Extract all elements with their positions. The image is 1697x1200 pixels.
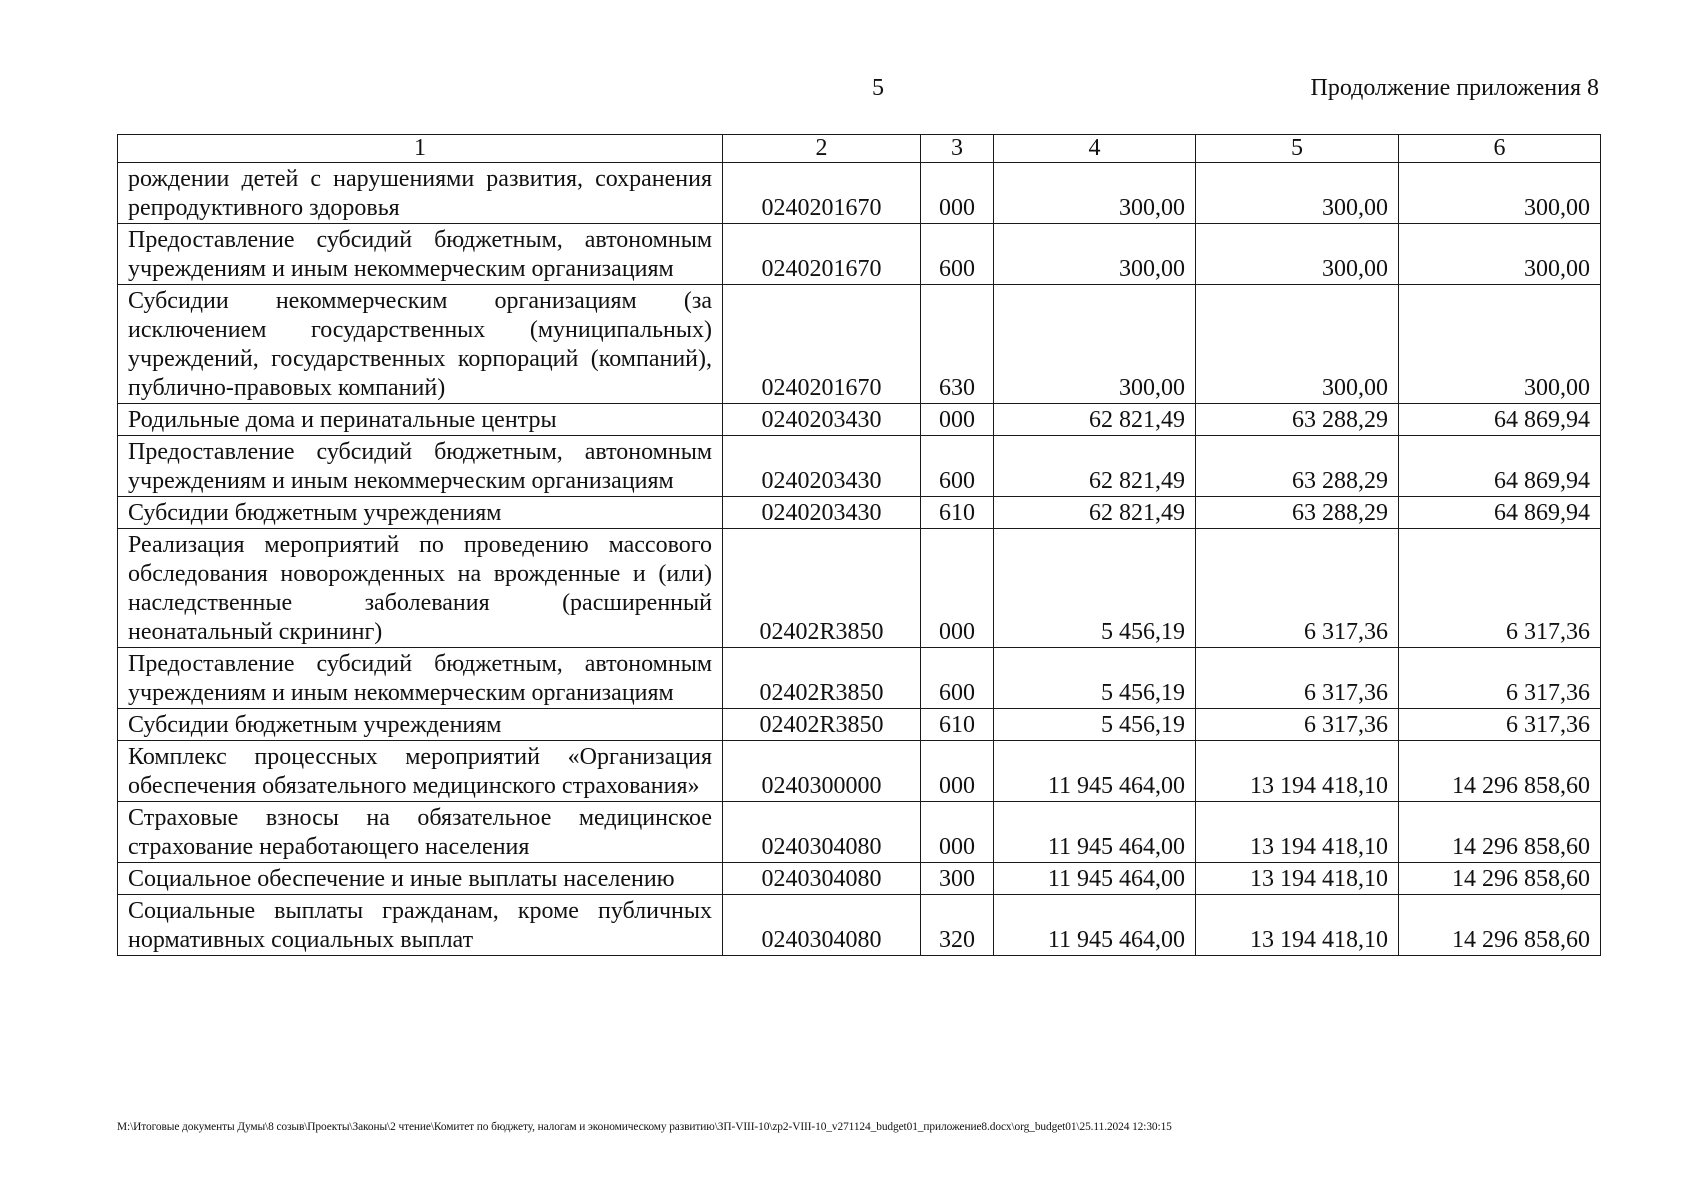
target-article-code-cell: 0240203430 — [723, 436, 921, 497]
target-article-code-cell: 0240201670 — [723, 224, 921, 285]
column-number: 5 — [1196, 135, 1399, 163]
expense-type-code-cell: 320 — [921, 895, 994, 956]
target-article-code-cell: 02402R3850 — [723, 648, 921, 709]
target-article-code-cell: 0240201670 — [723, 163, 921, 224]
expense-type-code-cell: 600 — [921, 436, 994, 497]
amount-year3-cell: 14 296 858,60 — [1399, 895, 1601, 956]
expense-type-code-cell: 610 — [921, 497, 994, 529]
expense-type-code-cell: 000 — [921, 163, 994, 224]
expense-type-code-cell: 300 — [921, 863, 994, 895]
column-number: 1 — [118, 135, 723, 163]
row-name-cell: Родильные дома и перинатальные центры — [118, 404, 723, 436]
amount-year3-cell: 6 317,36 — [1399, 648, 1601, 709]
expense-type-code-cell: 600 — [921, 648, 994, 709]
expense-type-code-cell: 610 — [921, 709, 994, 741]
amount-year1-cell: 300,00 — [994, 224, 1196, 285]
table-row — [118, 648, 1601, 709]
table-row — [118, 224, 1601, 285]
amount-year1-cell: 62 821,49 — [994, 497, 1196, 529]
amount-year3-cell: 64 869,94 — [1399, 404, 1601, 436]
budget-table-body — [118, 135, 1601, 956]
amount-year1-cell: 11 945 464,00 — [994, 802, 1196, 863]
amount-year2-cell: 6 317,36 — [1196, 709, 1399, 741]
target-article-code-cell: 0240300000 — [723, 741, 921, 802]
table-row — [118, 163, 1601, 224]
amount-year1-cell: 5 456,19 — [994, 529, 1196, 648]
amount-year3-cell: 6 317,36 — [1399, 529, 1601, 648]
amount-year2-cell: 13 194 418,10 — [1196, 741, 1399, 802]
amount-year2-cell: 63 288,29 — [1196, 497, 1399, 529]
amount-year1-cell: 11 945 464,00 — [994, 863, 1196, 895]
row-name-cell: Социальные выплаты гражданам, кроме публичных нормативных социальных выплат — [118, 895, 723, 956]
amount-year3-cell: 64 869,94 — [1399, 497, 1601, 529]
column-number: 6 — [1399, 135, 1601, 163]
amount-year2-cell: 13 194 418,10 — [1196, 895, 1399, 956]
row-name-cell: Субсидии бюджетным учреждениям — [118, 497, 723, 529]
expense-type-code-cell: 000 — [921, 802, 994, 863]
amount-year1-cell: 11 945 464,00 — [994, 741, 1196, 802]
continuation-title: Продолжение приложения 8 — [1310, 75, 1599, 101]
target-article-code-cell: 0240304080 — [723, 863, 921, 895]
amount-year1-cell: 300,00 — [994, 163, 1196, 224]
amount-year1-cell: 5 456,19 — [994, 648, 1196, 709]
row-name-cell: Реализация мероприятий по проведению массового обследования новорожденных на врожденные и (или) наследственные заболевания (расширенный неонатальный скрининг) — [118, 529, 723, 648]
page-number: 5 — [872, 75, 884, 101]
amount-year2-cell: 6 317,36 — [1196, 648, 1399, 709]
file-path-footer: M:\Итоговые документы Думы\8 созыв\Проекты\Законы\2 чтение\Комитет по бюджету, налогам и экономическому развитию\ЗП-VIII-10\zp2-VIII-10_v271124_budget01_приложение8.docx\org_budget01\25.11.2024 12:30:15 — [117, 1121, 1172, 1133]
amount-year1-cell: 62 821,49 — [994, 436, 1196, 497]
table-row — [118, 709, 1601, 741]
budget-table — [117, 134, 1601, 956]
expense-type-code-cell: 000 — [921, 529, 994, 648]
table-row — [118, 404, 1601, 436]
table-row — [118, 802, 1601, 863]
amount-year3-cell: 14 296 858,60 — [1399, 863, 1601, 895]
table-row — [118, 529, 1601, 648]
amount-year2-cell: 300,00 — [1196, 224, 1399, 285]
amount-year3-cell: 300,00 — [1399, 285, 1601, 404]
row-name-cell: Субсидии некоммерческим организациям (за исключением государственных (муниципальных) учреждений, государственных корпораций (компаний), публично-правовых компаний) — [118, 285, 723, 404]
row-name-cell: Предоставление субсидий бюджетным, автономным учреждениям и иным некоммерческим организациям — [118, 436, 723, 497]
amount-year2-cell: 63 288,29 — [1196, 436, 1399, 497]
amount-year2-cell: 63 288,29 — [1196, 404, 1399, 436]
target-article-code-cell: 02402R3850 — [723, 709, 921, 741]
table-row — [118, 285, 1601, 404]
expense-type-code-cell: 630 — [921, 285, 994, 404]
amount-year1-cell: 62 821,49 — [994, 404, 1196, 436]
table-row — [118, 497, 1601, 529]
amount-year2-cell: 300,00 — [1196, 285, 1399, 404]
row-name-cell: Социальное обеспечение и иные выплаты населению — [118, 863, 723, 895]
target-article-code-cell: 0240304080 — [723, 895, 921, 956]
expense-type-code-cell: 000 — [921, 404, 994, 436]
amount-year3-cell: 300,00 — [1399, 163, 1601, 224]
amount-year2-cell: 13 194 418,10 — [1196, 802, 1399, 863]
amount-year3-cell: 14 296 858,60 — [1399, 802, 1601, 863]
column-number: 2 — [723, 135, 921, 163]
table-row — [118, 436, 1601, 497]
table-row — [118, 741, 1601, 802]
expense-type-code-cell: 000 — [921, 741, 994, 802]
target-article-code-cell: 0240304080 — [723, 802, 921, 863]
amount-year1-cell: 5 456,19 — [994, 709, 1196, 741]
column-number: 4 — [994, 135, 1196, 163]
table-row — [118, 895, 1601, 956]
table-row — [118, 863, 1601, 895]
target-article-code-cell: 02402R3850 — [723, 529, 921, 648]
amount-year1-cell: 11 945 464,00 — [994, 895, 1196, 956]
row-name-cell: рождении детей с нарушениями развития, сохранения репродуктивного здоровья — [118, 163, 723, 224]
row-name-cell: Страховые взносы на обязательное медицинское страхование неработающего населения — [118, 802, 723, 863]
amount-year3-cell: 14 296 858,60 — [1399, 741, 1601, 802]
amount-year3-cell: 64 869,94 — [1399, 436, 1601, 497]
row-name-cell: Субсидии бюджетным учреждениям — [118, 709, 723, 741]
amount-year3-cell: 6 317,36 — [1399, 709, 1601, 741]
column-number-row — [118, 135, 1601, 163]
row-name-cell: Комплекс процессных мероприятий «Организация обеспечения обязательного медицинского страхования» — [118, 741, 723, 802]
row-name-cell: Предоставление субсидий бюджетным, автономным учреждениям и иным некоммерческим организациям — [118, 648, 723, 709]
column-number: 3 — [921, 135, 994, 163]
amount-year3-cell: 300,00 — [1399, 224, 1601, 285]
target-article-code-cell: 0240203430 — [723, 404, 921, 436]
amount-year2-cell: 300,00 — [1196, 163, 1399, 224]
amount-year2-cell: 6 317,36 — [1196, 529, 1399, 648]
row-name-cell: Предоставление субсидий бюджетным, автономным учреждениям и иным некоммерческим организациям — [118, 224, 723, 285]
amount-year1-cell: 300,00 — [994, 285, 1196, 404]
target-article-code-cell: 0240203430 — [723, 497, 921, 529]
amount-year2-cell: 13 194 418,10 — [1196, 863, 1399, 895]
target-article-code-cell: 0240201670 — [723, 285, 921, 404]
expense-type-code-cell: 600 — [921, 224, 994, 285]
